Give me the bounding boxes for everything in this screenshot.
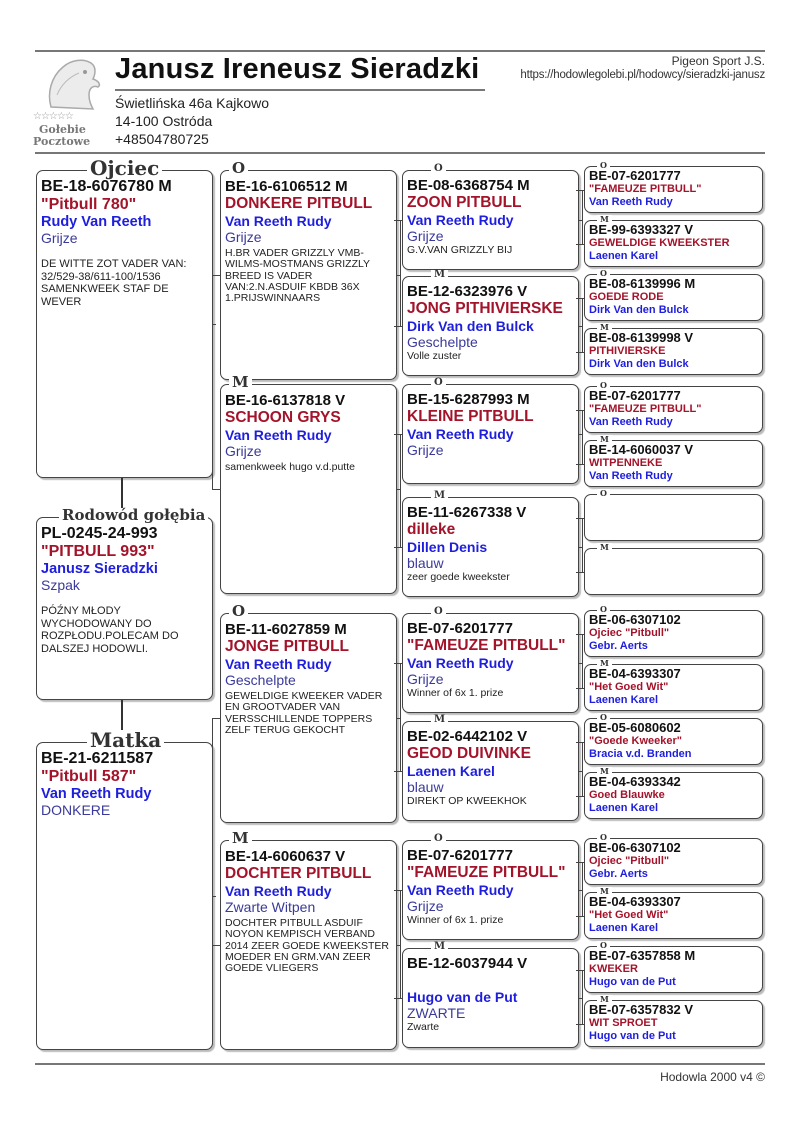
male-label: O: [597, 381, 610, 389]
connector: [400, 890, 401, 998]
phone: +48504780725: [115, 131, 209, 147]
connector: [576, 916, 584, 917]
pigeon-color: Grijze: [41, 230, 78, 246]
breeder: Janusz Sieradzki: [41, 561, 158, 577]
connector: [576, 244, 584, 245]
ring-number: BE-04-6393307: [589, 894, 681, 909]
note: Winner of 6x 1. prize: [407, 914, 504, 926]
female-label: M: [597, 435, 612, 443]
female-label: M: [597, 659, 612, 667]
ring-number: BE-12-6037944 V: [407, 955, 528, 972]
connector: [121, 478, 123, 508]
logo: [33, 55, 108, 147]
breeder-name-title: Janusz Ireneusz Sieradzki: [115, 53, 480, 85]
pigeon-name: "Goede Kweeker": [589, 735, 682, 747]
pedigree-card[interactable]: [402, 163, 579, 270]
pedigree-card[interactable]: [220, 373, 397, 594]
pigeon-color: Grijze: [407, 442, 444, 458]
female-label: M: [431, 491, 448, 501]
note: Volle zuster: [407, 350, 462, 362]
ring-number: BE-07-6201777: [407, 620, 513, 637]
logo-text-line2: Pocztowe: [33, 135, 91, 148]
connector: [582, 298, 583, 352]
pigeon-name: KWEKER: [589, 963, 638, 975]
pigeon-color: Zwarte Witpen: [225, 899, 316, 915]
ring-number: BE-08-6139996 M: [589, 276, 696, 291]
footer-text: Hodowla 2000 v4 ©: [660, 1070, 765, 1084]
pedigree-card[interactable]: [584, 604, 763, 657]
ring-number: BE-21-6211587: [41, 750, 154, 767]
connector: [582, 634, 583, 688]
pigeon-name: GEOD DUIVINKE: [407, 745, 532, 762]
connector: [394, 326, 402, 327]
connector: [400, 220, 401, 326]
breeder: Hugo van de Put: [407, 989, 518, 1005]
breeder: Van Reeth Rudy: [589, 469, 673, 482]
breeder: Dirk Van den Bulck: [407, 318, 534, 334]
male-label: O: [431, 834, 446, 844]
male-label: O: [229, 604, 248, 619]
breeder: Laenen Karel: [589, 921, 659, 934]
ring-number: BE-06-6307102: [589, 612, 681, 627]
footer-rule: [35, 1063, 765, 1065]
pedigree-card[interactable]: [584, 322, 763, 375]
connector: [394, 771, 402, 772]
pedigree-card[interactable]: [584, 214, 763, 267]
ring-number: BE-16-6137818 V: [225, 392, 346, 409]
pedigree-label: Rodowód gołębia: [59, 508, 208, 523]
top-rule: [35, 50, 765, 52]
pigeon-color: blauw: [407, 555, 444, 571]
connector: [576, 1024, 584, 1025]
note: Winner of 6x 1. prize: [407, 687, 504, 699]
ring-number: PL-0245-24-993: [41, 525, 158, 542]
ring-number: BE-04-6393342: [589, 774, 681, 789]
logo-text-line1: Gołebie: [39, 123, 86, 136]
pigeon-name: KLEINE PITBULL: [407, 408, 534, 425]
pedigree-card[interactable]: [402, 490, 579, 597]
breeder: Laenen Karel: [589, 693, 659, 706]
pigeon-color: Geschelpte: [225, 672, 296, 688]
breeder: Hugo van de Put: [589, 1029, 676, 1042]
connector: [582, 410, 583, 464]
pedigree-card[interactable]: [584, 994, 763, 1047]
female-label: M: [597, 215, 612, 223]
pigeon-color: Grijze: [407, 898, 444, 914]
mother-label: Matka: [87, 730, 164, 750]
ring-number: BE-05-6080602: [589, 720, 681, 735]
pedigree-card[interactable]: [220, 159, 397, 380]
pigeon-name: DONKERE PITBULL: [225, 195, 373, 212]
pigeon-color: Grijze: [407, 671, 444, 687]
ring-number: BE-06-6307102: [589, 840, 681, 855]
ring-number: BE-07-6357832 V: [589, 1002, 694, 1017]
connector: [400, 663, 401, 771]
connector: [582, 862, 583, 916]
note: zeer goede kweekster: [407, 571, 510, 583]
connector: [212, 718, 220, 719]
pedigree-card[interactable]: [402, 377, 579, 484]
note: H.BR VADER GRIZZLY VMB-WILMS-MOSTMANS GRIZZLY BREED IS VADER VAN:2.N.ASDUIF KBDB 36X 1.PRIJSWINNAARS: [225, 247, 370, 305]
header-bottom-rule: [35, 152, 765, 154]
pedigree-card[interactable]: [584, 268, 763, 321]
connector: [582, 970, 583, 1024]
pigeon-name: "FAMEUZE PITBULL": [589, 403, 702, 415]
pigeon-name: Ojciec "Pitbull": [589, 855, 670, 867]
breeder: Van Reeth Rudy: [407, 882, 514, 898]
pigeon-name: WIT SPROET: [589, 1017, 658, 1029]
pedigree-card[interactable]: [584, 160, 763, 213]
breeder: Rudy Van Reeth: [41, 214, 152, 230]
ring-number: BE-02-6442102 V: [407, 728, 528, 745]
breeder: Van Reeth Rudy: [41, 786, 152, 802]
pigeon-name: [407, 972, 576, 989]
pigeon-name: "PITBULL 993": [41, 543, 155, 560]
ring-number: BE-11-6267338 V: [407, 504, 527, 521]
pedigree-card[interactable]: [584, 940, 763, 993]
female-label: M: [597, 543, 612, 551]
pedigree-card[interactable]: [584, 434, 763, 487]
pigeon-name: "Pitbull 780": [41, 196, 137, 213]
note: DE WITTE ZOT VADER VAN: 32/529-38/611-100/1536 SAMENKWEEK STAF DE WEVER: [41, 258, 187, 308]
ring-number: BE-07-6201777: [589, 168, 681, 183]
pedigree-card[interactable]: [584, 380, 763, 433]
pedigree-card[interactable]: [402, 833, 579, 940]
female-label: M: [597, 767, 612, 775]
breeder: Van Reeth Rudy: [225, 213, 332, 229]
pigeon-name: "FAMEUZE PITBULL": [407, 864, 566, 881]
pedigree-card[interactable]: [584, 712, 763, 765]
connector: [582, 742, 583, 796]
ring-number: BE-14-6060637 V: [225, 848, 346, 865]
pigeon-color: Grijze: [225, 443, 262, 459]
pigeon-color: blauw: [407, 779, 444, 795]
address-line2: 14-100 Ostróda: [115, 113, 213, 129]
pigeon-name: dilleke: [407, 521, 456, 538]
pigeon-name: Ojciec "Pitbull": [589, 627, 670, 639]
ring-number: BE-07-6357858 M: [589, 948, 696, 963]
pedigree-card[interactable]: [402, 606, 579, 713]
male-label: O: [431, 607, 446, 617]
ring-number: BE-04-6393307: [589, 666, 681, 681]
note: DOCHTER PITBULL ASDUIF NOYON KEMPISCH VERBAND 2014 ZEER GOEDE KWEEKSTER MOEDER EN GRM.VAN ZEER GOEDE VLIEGERS: [225, 917, 389, 975]
note: G.V.VAN GRIZZLY BIJ: [407, 244, 513, 256]
pigeon-name: "Het Goed Wit": [589, 909, 669, 921]
breeder: Dirk Van den Bulck: [589, 303, 689, 316]
female-label: M: [229, 375, 252, 390]
pigeon-color: Grijze: [225, 229, 262, 245]
pedigree-card[interactable]: [220, 829, 397, 1050]
pigeon-name: DOCHTER PITBULL: [225, 865, 372, 882]
pedigree-card[interactable]: [402, 269, 579, 376]
connector: [576, 352, 584, 353]
pigeon-color: Grijze: [407, 228, 444, 244]
father-label: Ojciec: [87, 158, 162, 178]
ring-number: BE-18-6076780 M: [41, 178, 172, 195]
connector: [212, 945, 220, 946]
subject-card[interactable]: [36, 506, 213, 700]
pedigree-card[interactable]: [584, 766, 763, 819]
pigeon-color: DONKERE: [41, 802, 111, 818]
male-label: O: [597, 713, 610, 721]
connector: [582, 190, 583, 244]
connector: [212, 275, 213, 489]
ring-number: BE-12-6323976 V: [407, 283, 528, 300]
pigeon-name: GEWELDIGE KWEEKSTER: [589, 237, 730, 249]
connector: [213, 324, 216, 325]
breeder: Gebr. Aerts: [589, 639, 648, 652]
pedigree-card[interactable]: [402, 941, 579, 1048]
connector: [400, 434, 401, 547]
connector: [213, 896, 216, 897]
breeder: Laenen Karel: [407, 763, 495, 779]
pigeon-color: Geschelpte: [407, 334, 478, 350]
breeder: Gebr. Aerts: [589, 867, 648, 880]
pigeon-name: SCHOON GRYS: [225, 409, 341, 426]
pedigree-card[interactable]: [584, 886, 763, 939]
pedigree-card[interactable]: [584, 488, 763, 541]
mother-card[interactable]: [36, 728, 213, 1050]
breeder: Hugo van de Put: [589, 975, 676, 988]
pigeon-name: GOEDE RODE: [589, 291, 664, 303]
breeder: Van Reeth Rudy: [225, 656, 332, 672]
note: GEWELDIGE KWEEKER VADER EN GROOTVADER VAN VERSSCHILLENDE TOPPERS ZELF TERUG GEKOCHT: [225, 690, 383, 736]
connector: [212, 718, 213, 945]
pigeon-name: "FAMEUZE PITBULL": [589, 183, 702, 195]
connector: [576, 464, 584, 465]
pigeon-name: JONGE PITBULL: [225, 638, 350, 655]
male-label: O: [597, 605, 610, 613]
breeder: Laenen Karel: [589, 249, 659, 262]
breeder: Dillen Denis: [407, 539, 488, 555]
address-line1: Świetlińska 46a Kajkowo: [115, 95, 270, 111]
breeder: Laenen Karel: [589, 801, 659, 814]
pigeon-name: WITPENNEKE: [589, 457, 663, 469]
ring-number: BE-08-6139998 V: [589, 330, 694, 345]
male-label: O: [431, 164, 446, 174]
pedigree-card[interactable]: [402, 714, 579, 821]
connector: [582, 518, 583, 572]
male-label: O: [597, 161, 610, 169]
pigeon-name: ZOON PITBULL: [407, 194, 522, 211]
connector: [576, 572, 584, 573]
ring-number: BE-07-6201777: [407, 847, 513, 864]
male-label: O: [597, 269, 610, 277]
ring-number: BE-99-6393327 V: [589, 222, 694, 237]
pigeon-head-icon: [43, 55, 103, 110]
breeder: Van Reeth Rudy: [407, 655, 514, 671]
connector: [212, 275, 220, 276]
brand-name: Pigeon Sport J.S.: [671, 54, 765, 68]
breeder: Dirk Van den Bulck: [589, 357, 689, 370]
breeder: Van Reeth Rudy: [407, 426, 514, 442]
ring-number: BE-16-6106512 M: [225, 178, 348, 195]
female-label: M: [597, 995, 612, 1003]
breeder-url[interactable]: https://hodowlegolebi.pl/hodowcy/sieradzki-janusz: [520, 69, 765, 81]
male-label: O: [597, 489, 610, 497]
connector: [394, 547, 402, 548]
note: samenkweek hugo v.d.putte: [225, 461, 355, 473]
breeder: Bracia v.d. Branden: [589, 747, 692, 760]
ring-number: BE-15-6287993 M: [407, 391, 530, 408]
male-label: O: [229, 161, 248, 176]
breeder: Van Reeth Rudy: [589, 195, 673, 208]
female-label: M: [229, 831, 252, 846]
male-label: O: [431, 378, 446, 388]
pigeon-name: Goed Blauwke: [589, 789, 665, 801]
pedigree-card[interactable]: [220, 602, 397, 823]
male-label: O: [597, 833, 610, 841]
pigeon-color: Szpak: [41, 577, 80, 593]
pedigree-card[interactable]: [584, 832, 763, 885]
connector: [212, 489, 220, 490]
ring-number: BE-14-6060037 V: [589, 442, 694, 457]
father-card[interactable]: [36, 156, 213, 478]
breeder: Van Reeth Rudy: [225, 883, 332, 899]
female-label: M: [431, 942, 448, 952]
ring-number: BE-11-6027859 M: [225, 621, 347, 638]
ring-number: BE-07-6201777: [589, 388, 681, 403]
female-label: M: [431, 715, 448, 725]
connector: [394, 998, 402, 999]
pigeon-name: PITHIVIERSKE: [589, 345, 666, 357]
female-label: M: [431, 270, 448, 280]
ring-number: BE-08-6368754 M: [407, 177, 530, 194]
breeder: Van Reeth Rudy: [407, 212, 514, 228]
pigeon-color: ZWARTE: [407, 1005, 466, 1021]
note: DIREKT OP KWEEKHOK: [407, 795, 527, 807]
logo-stars: ☆☆☆☆☆: [33, 111, 73, 122]
breeder: Van Reeth Rudy: [589, 415, 673, 428]
pigeon-name: "FAMEUZE PITBULL": [407, 637, 566, 654]
connector: [576, 796, 584, 797]
title-underline: [115, 89, 485, 91]
male-label: O: [597, 941, 610, 949]
female-label: M: [597, 887, 612, 895]
pigeon-name: JONG PITHIVIERSKE: [407, 300, 563, 317]
pedigree-card[interactable]: [584, 658, 763, 711]
breeder: Van Reeth Rudy: [225, 427, 332, 443]
note: PÓŹNY MŁODY WYCHODOWANY DO ROZPŁODU.POLECAM DO DALSZEJ HODOWLI.: [41, 605, 179, 655]
female-label: M: [597, 323, 612, 331]
connector: [576, 688, 584, 689]
pigeon-name: "Het Goed Wit": [589, 681, 669, 693]
note: Zwarte: [407, 1021, 440, 1033]
pedigree-card[interactable]: [584, 542, 763, 595]
pigeon-name: "Pitbull 587": [41, 768, 137, 785]
